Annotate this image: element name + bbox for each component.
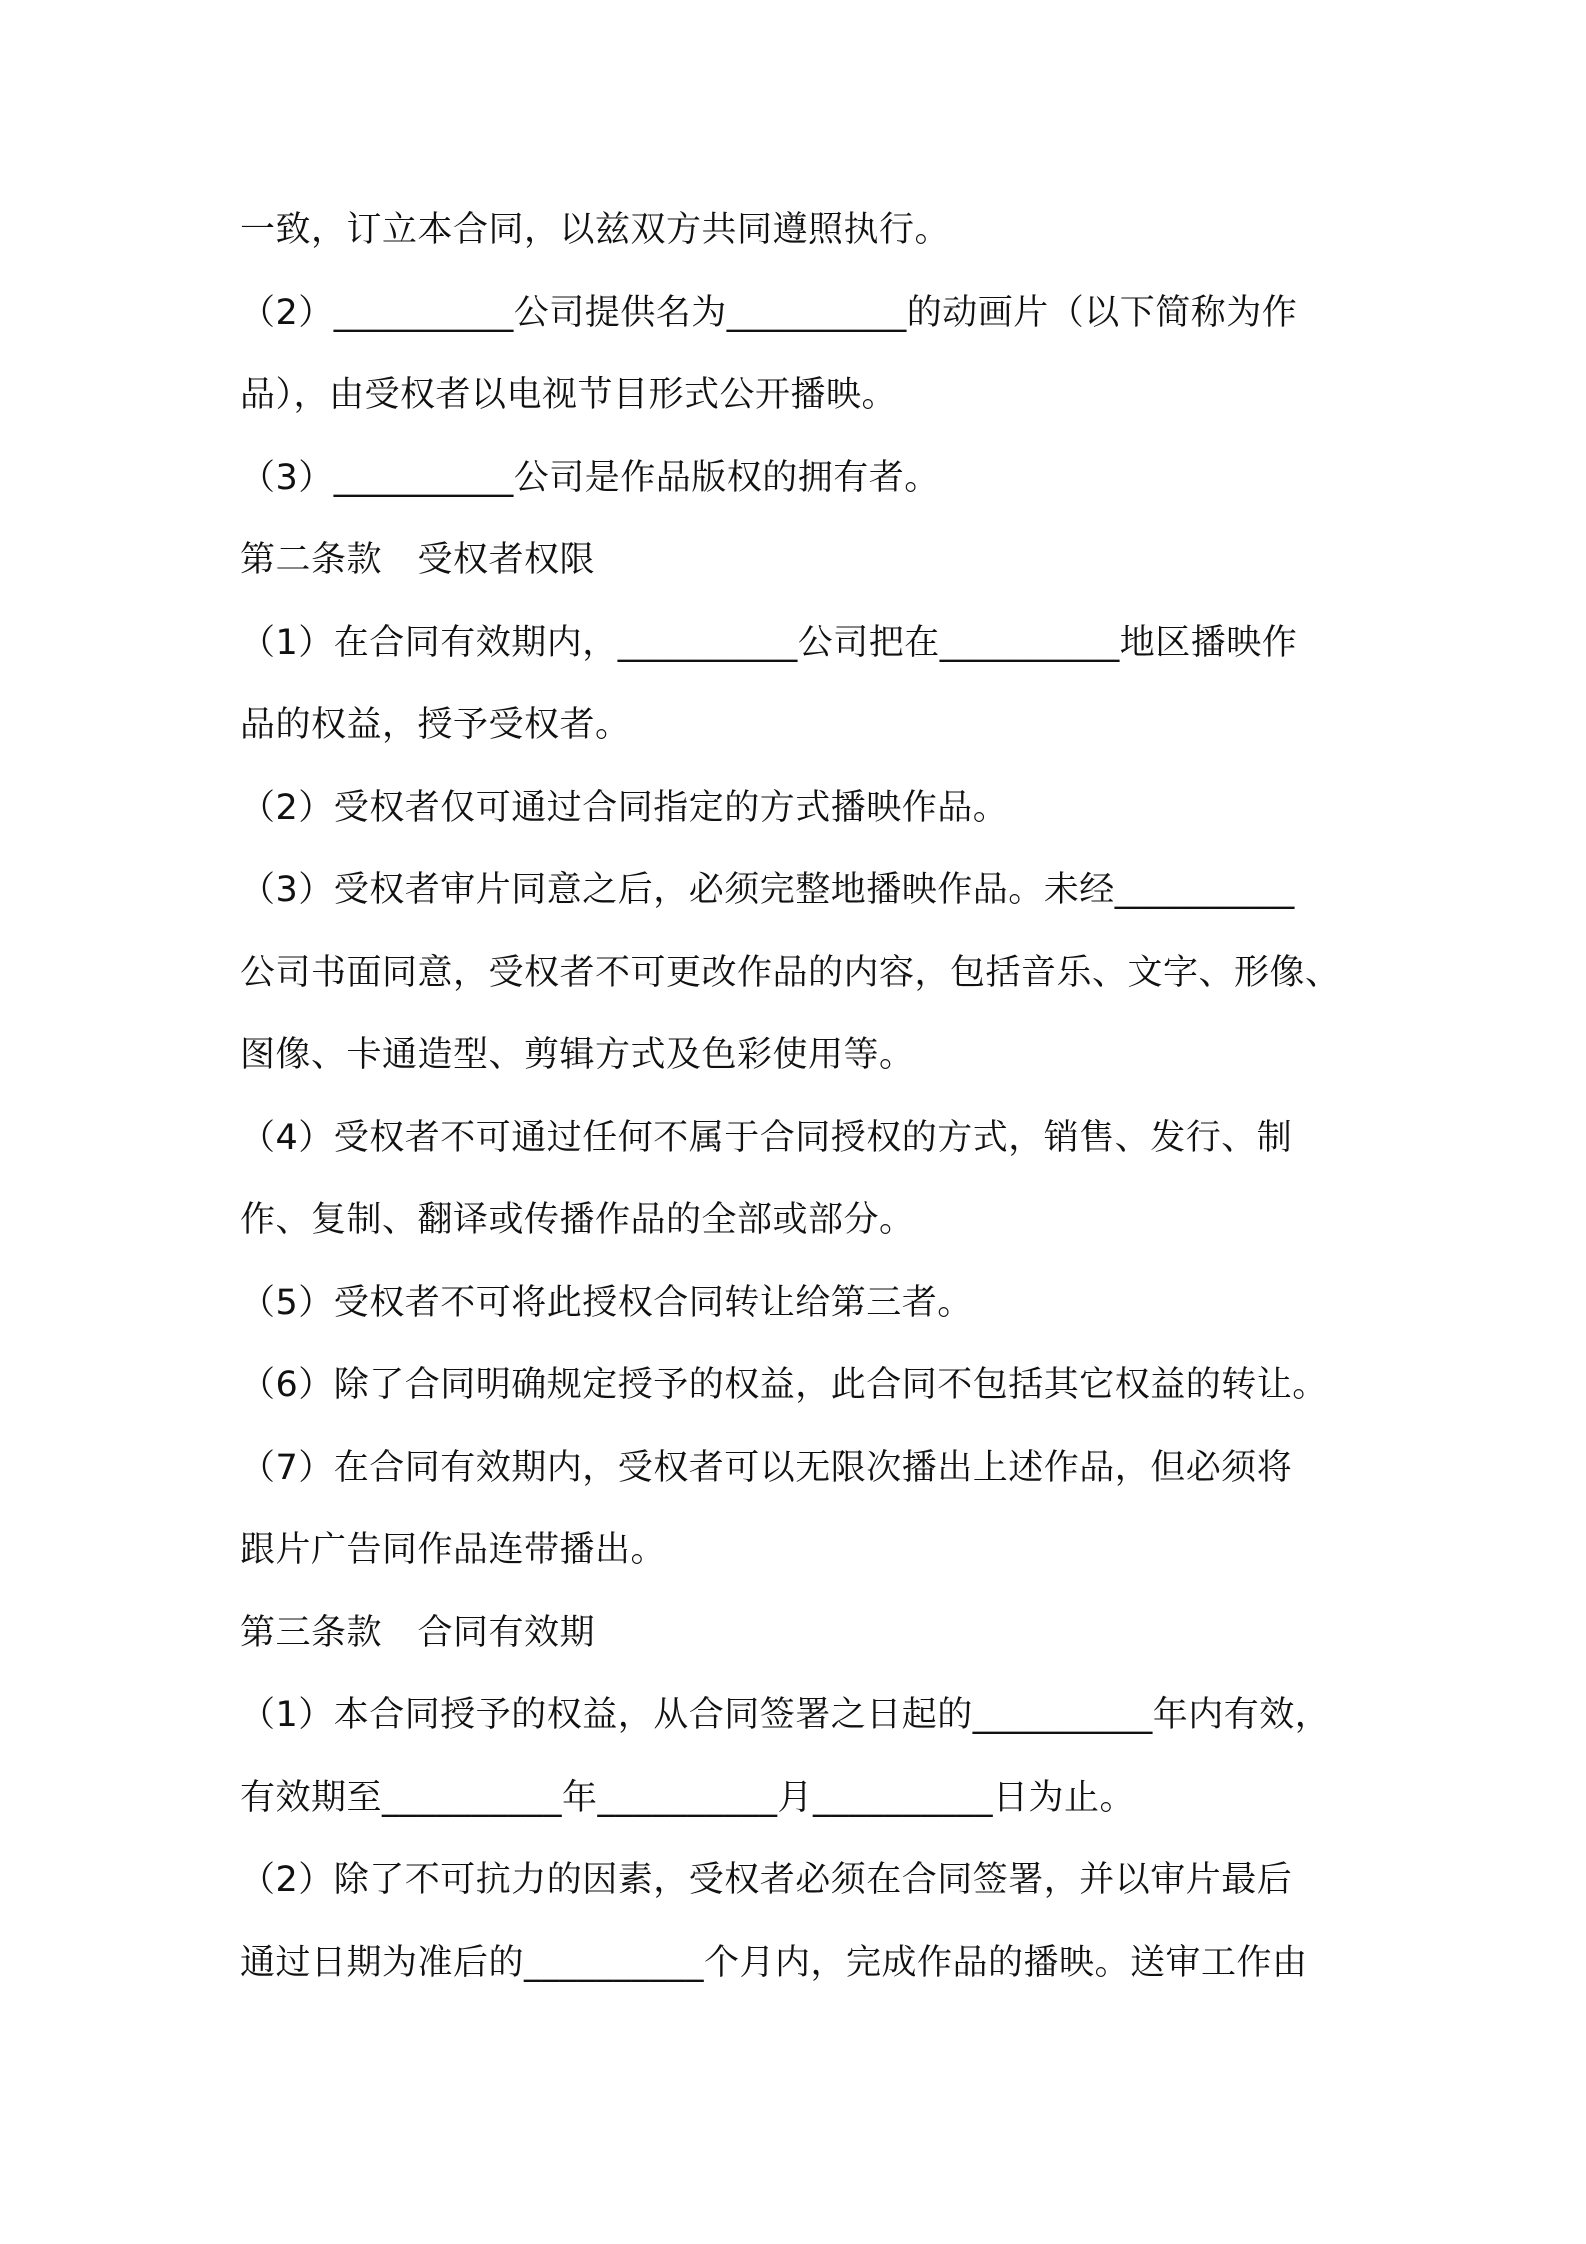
section-heading: 第三条款 合同有效期	[240, 1613, 596, 1653]
text-line: （1）本合同授予的权益，从合同签署之日起的__________年内有效，	[240, 1695, 1331, 1735]
text-line: （2）除了不可抗力的因素，受权者必须在合同签署，并以审片最后	[240, 1860, 1293, 1900]
text-line: （2）受权者仅可通过合同指定的方式播映作品。	[240, 788, 1009, 828]
text-line: 品的权益，授予受权者。	[240, 705, 631, 745]
text-line: （4）受权者不可通过任何不属于合同授权的方式，销售、发行、制	[240, 1118, 1293, 1158]
text-line: （7）在合同有效期内，受权者可以无限次播出上述作品，但必须将	[240, 1448, 1293, 1488]
text-line: 一致，订立本合同，以兹双方共同遵照执行。	[240, 210, 951, 250]
text-line: （5）受权者不可将此授权合同转让给第三者。	[240, 1283, 973, 1323]
text-line: 作、复制、翻译或传播作品的全部或部分。	[240, 1200, 915, 1240]
text-line: （2）__________公司提供名为__________的动画片（以下简称为作	[240, 293, 1298, 333]
text-line: （6）除了合同明确规定授予的权益，此合同不包括其它权益的转让。	[240, 1365, 1328, 1405]
text-line: 有效期至__________年__________月__________日为止。	[240, 1778, 1136, 1818]
text-line: （3）__________公司是作品版权的拥有者。	[240, 458, 940, 498]
section-heading: 第二条款 受权者权限	[240, 540, 596, 580]
text-line: （1）在合同有效期内，__________公司把在__________地区播映作	[240, 623, 1298, 663]
text-line: 跟片广告同作品连带播出。	[240, 1530, 667, 1570]
text-line: 通过日期为准后的__________个月内，完成作品的播映。送审工作由	[240, 1943, 1308, 1983]
text-line: 公司书面同意，受权者不可更改作品的内容，包括音乐、文字、形像、	[240, 953, 1341, 993]
text-line: （3）受权者审片同意之后，必须完整地播映作品。未经__________	[240, 870, 1295, 910]
text-line: 品），由受权者以电视节目形式公开播映。	[240, 375, 898, 415]
text-line: 图像、卡通造型、剪辑方式及色彩使用等。	[240, 1035, 915, 1075]
